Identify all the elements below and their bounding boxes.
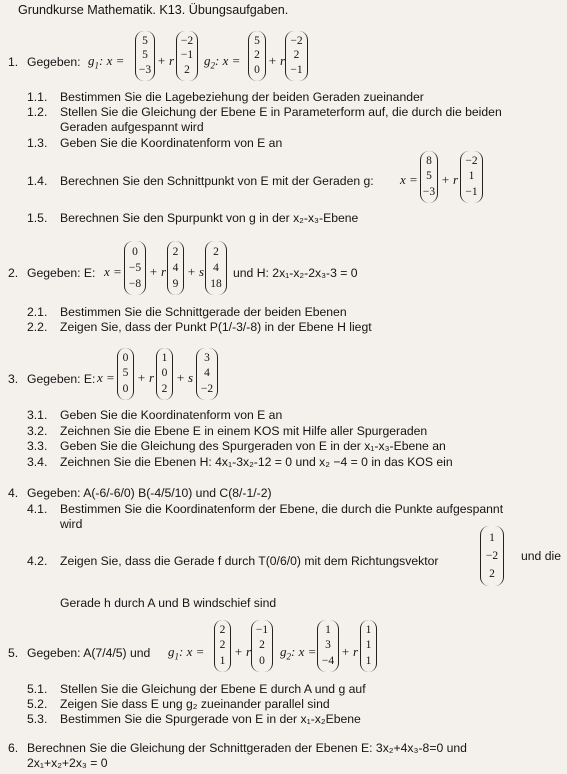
task-1-given: Gegeben: xyxy=(27,55,81,69)
task-3-plus-r: + r xyxy=(137,370,155,385)
task-2-plane-h: und H: 2x₁-x₂-2x₃-3 = 0 xyxy=(233,266,358,280)
item-number: 4.2. xyxy=(27,554,48,568)
item-text: Bestimmen Sie die Spurgerade von E in der x₁-x₂Ebene xyxy=(60,712,361,726)
item-number: 5.3. xyxy=(27,712,48,726)
item-text: Geraden aufgespannt wird xyxy=(60,120,204,134)
task-5-vector-d: 1 1 1 xyxy=(360,620,377,672)
item-text: Geben Sie die Gleichung des Spurgeraden von E in der x₁-x₃-Ebene an xyxy=(60,439,446,453)
task-4-number: 4. xyxy=(8,486,19,500)
item-text: Stellen Sie die Gleichung der Ebene E durch A und g auf xyxy=(60,682,366,696)
task-5-vector-c: 1 3 −4 xyxy=(317,620,339,672)
task-3-plus-s: + s xyxy=(176,370,194,385)
task-5-g1-label: $g_1$: x = xyxy=(168,644,205,662)
task-4-direction-vector: 1 −2 2 xyxy=(480,526,504,586)
task-5-plus-r: + r xyxy=(234,644,252,659)
task-3-given: Gegeben: E: xyxy=(27,372,96,386)
item-number: 1.1. xyxy=(27,90,48,104)
item-number: 4.1. xyxy=(27,502,48,516)
task-3-vector-c: 3 4 −2 xyxy=(196,348,218,400)
task-3-eq: x = xyxy=(97,370,115,385)
task-1-vector-b: −2 −1 2 xyxy=(176,31,198,81)
task-5-vector-a: 2 2 1 xyxy=(214,620,231,672)
item-number: 3.2. xyxy=(27,424,48,438)
item-number: 2.1. xyxy=(27,305,48,319)
task-1-g-eq: x = xyxy=(400,172,418,187)
task-1-number: 1. xyxy=(8,55,19,69)
task-1-vector-a: 5 5 −3 xyxy=(135,31,155,81)
item-number: 1.3. xyxy=(27,136,48,150)
item-text: Geben Sie die Koordinatenform von E an xyxy=(60,136,283,150)
task-1-vector-c: 5 2 0 xyxy=(248,31,266,81)
task-2-vector-b: 2 4 9 xyxy=(167,241,184,295)
task-4-und-die: und die xyxy=(521,549,561,563)
item-number: 3.1. xyxy=(27,408,48,422)
task-6-number: 6. xyxy=(8,741,19,755)
task-5-number: 5. xyxy=(8,646,19,660)
item-number: 1.5. xyxy=(27,211,48,225)
item-number: 1.4. xyxy=(27,174,48,188)
task-1-plus-r: + r xyxy=(157,53,175,68)
task-6-text: Berechnen Sie die Gleichung der Schnittgeraden der Ebenen E: 3x₂+4x₃-8=0 und xyxy=(27,741,467,755)
task-3-number: 3. xyxy=(8,372,19,386)
task-5-g2-label: $g_2$: x = xyxy=(280,644,317,662)
task-1-vector-d: −2 2 −1 xyxy=(285,31,308,81)
task-2-vector-c: 2 4 18 xyxy=(205,241,227,295)
item-number: 5.2. xyxy=(27,697,48,711)
task-5-vector-b: −1 2 0 xyxy=(251,620,273,672)
item-text: Bestimmen Sie die Schnittgerade der beiden Ebenen xyxy=(60,305,347,319)
item-number: 2.2. xyxy=(27,320,48,334)
task-2-plus-r: + r xyxy=(149,264,167,279)
page-title: Grundkurse Mathematik. K13. Übungsaufgaben. xyxy=(18,3,289,17)
task-6-text-2: 2x₁+x₂+2x₃ = 0 xyxy=(27,756,108,770)
task-1-g-vector-b: −2 1 −1 xyxy=(460,151,483,203)
task-4-tail: Gerade h durch A und B windschief sind xyxy=(60,596,277,610)
item-text: Zeichnen Sie die Ebene E in einem KOS mit Hilfe aller Spurgeraden xyxy=(60,424,428,438)
task-1-g2-label: $g_2$: x = xyxy=(204,53,241,71)
item-text: Berechnen Sie den Schnittpunkt von E mit der Geraden g: xyxy=(60,174,374,188)
item-text: Zeigen Sie dass E ung g₂ zueinander parallel sind xyxy=(60,697,330,711)
item-text: Berechnen Sie den Spurpunkt von g in der x₂-x₃-Ebene xyxy=(60,211,359,225)
task-1-g-vector-a: 8 5 −3 xyxy=(420,151,438,203)
task-3-vector-a: 0 5 0 xyxy=(117,348,134,400)
task-2-vector-a: 0 −5 −8 xyxy=(124,241,146,295)
task-4-given: Gegeben: A(-6/-6/0) B(-4/5/10) und C(8/-1/-2) xyxy=(27,486,272,500)
item-number: 5.1. xyxy=(27,682,48,696)
task-5-plus-r-2: + r xyxy=(341,644,359,659)
task-2-plus-s: + s xyxy=(187,264,205,279)
task-2-number: 2. xyxy=(8,266,19,280)
item-text: Zeichnen Sie die Ebenen H: 4x₁-3x₂-12 = 0 und x₂ −4 = 0 in das KOS ein xyxy=(60,455,453,469)
item-number: 3.4. xyxy=(27,455,48,469)
item-text: Stellen Sie die Gleichung der Ebene E in Parameterform auf, die durch die beiden xyxy=(60,105,502,119)
task-5-given: Gegeben: A(7/4/5) und xyxy=(27,646,151,660)
item-number: 3.3. xyxy=(27,439,48,453)
task-1-plus-r-2: + r xyxy=(268,53,286,68)
item-text: wird xyxy=(60,517,83,531)
item-text: Zeigen Sie, dass die Gerade f durch T(0/6/0) mit dem Richtungsvektor xyxy=(60,554,439,568)
item-number: 1.2. xyxy=(27,105,48,119)
item-text: Bestimmen Sie die Lagebeziehung der beiden Geraden zueinander xyxy=(60,90,424,104)
task-1-g-plus: + r xyxy=(441,172,459,187)
item-text: Zeigen Sie, dass der Punkt P(1/-3/-8) in der Ebene H liegt xyxy=(60,320,372,334)
task-2-eq: x = xyxy=(104,264,122,279)
task-3-vector-b: 1 0 2 xyxy=(156,348,173,400)
task-1-g1-label: $g_1$: x = xyxy=(88,53,125,71)
item-text: Geben Sie die Koordinatenform von E an xyxy=(60,408,283,422)
item-text: Bestimmen Sie die Koordinatenform der Ebene, die durch die Punkte aufgespannt xyxy=(60,502,504,516)
task-2-given: Gegeben: E: xyxy=(27,266,96,280)
